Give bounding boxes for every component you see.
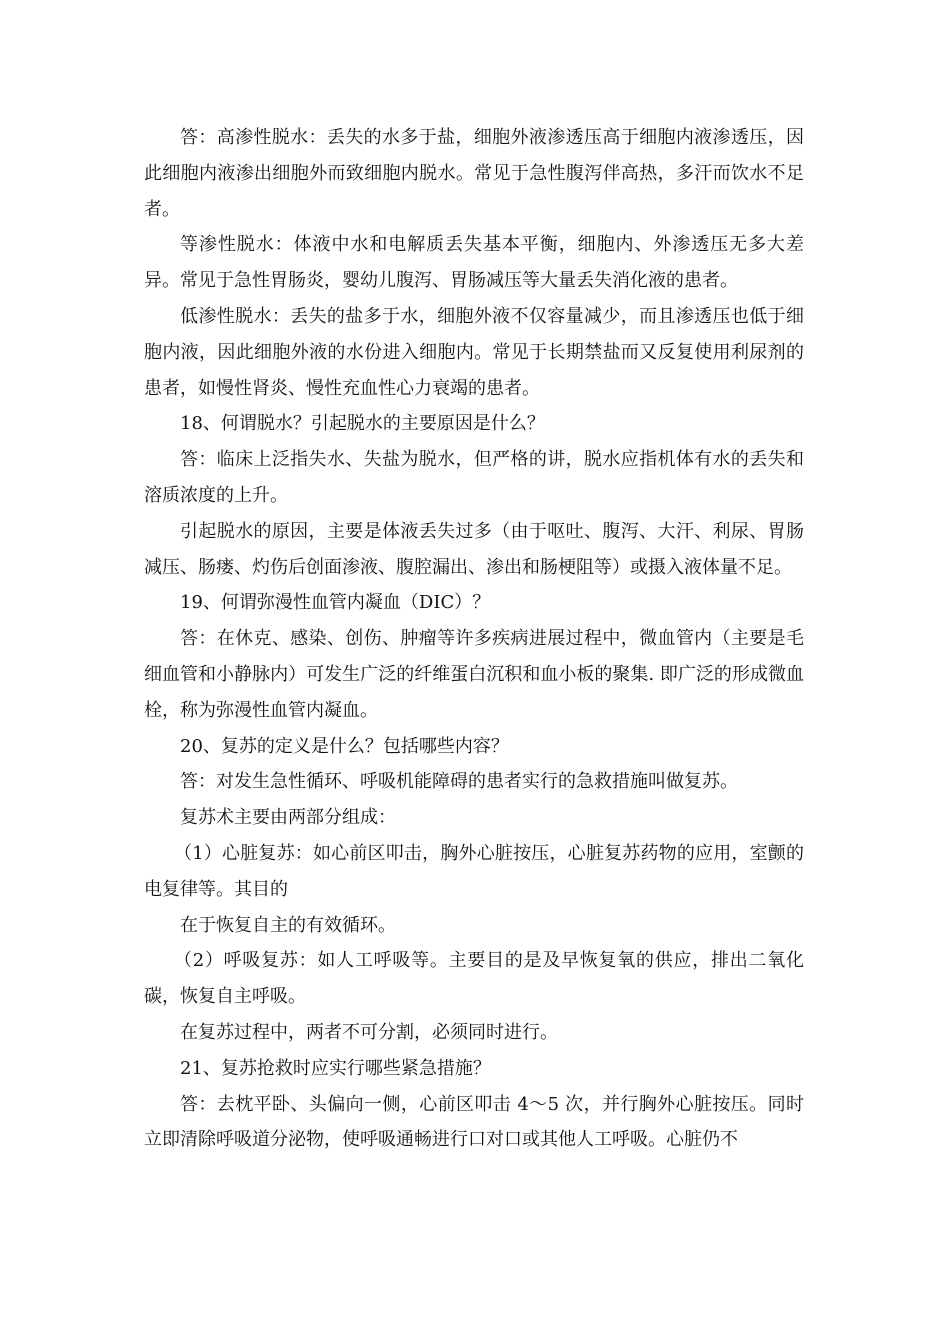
question-heading: 21、复苏抢救时应实行哪些紧急措施？ xyxy=(180,1057,491,1079)
answer-paragraph: 答：临床上泛指失水、失盐为脱水，但严格的讲，脱水应指机体有水的丢失和溶质浓度的上升。 xyxy=(144,449,804,506)
answer-paragraph: 答：高渗性脱水：丢失的水多于盐，细胞外液渗透压高于细胞内液渗透压，因此细胞内液渗出细胞外而致细胞内脱水。常见于急性腹泻伴高热，多汗而饮水不足者。 xyxy=(144,127,804,220)
answer-paragraph: 在于恢复自主的有效循环。 xyxy=(180,914,396,936)
question-heading: 18、何谓脱水？引起脱水的主要原因是什么？ xyxy=(180,413,545,435)
answer-paragraph: 在复苏过程中，两者不可分割，必须同时进行。 xyxy=(180,1021,558,1043)
list-item-paragraph: （2）呼吸复苏：如人工呼吸等。主要目的是及早恢复氧的供应，排出二氧化碳，恢复自主呼吸。 xyxy=(144,950,804,1008)
answer-paragraph: 答：对发生急性循环、呼吸机能障碍的患者实行的急救措施叫做复苏。 xyxy=(180,771,738,793)
list-item-paragraph: （1）心脏复苏：如心前区叩击，胸外心脏按压，心脏复苏药物的应用，室颤的电复律等。其目的 xyxy=(144,842,804,900)
answer-paragraph: 答：在休克、感染、创伤、肿瘤等许多疾病进展过程中，微血管内（主要是毛细血管和小静脉内）可发生广泛的纤维蛋白沉积和血小板的聚集. 即广泛的形成微血栓，称为弥漫性血管内凝血。 xyxy=(144,628,804,721)
question-heading: 19、何谓弥漫性血管内凝血（DIC）？ xyxy=(180,592,491,614)
answer-paragraph: 低渗性脱水：丢失的盐多于水，细胞外液不仅容量减少，而且渗透压也低于细胞内液，因此细胞外液的水份进入细胞内。常见于长期禁盐而又反复使用利尿剂的患者，如慢性肾炎、慢性充血性心力衰竭的患者。 xyxy=(144,305,804,399)
answer-paragraph: 复苏术主要由两部分组成： xyxy=(180,807,396,829)
answer-paragraph: 引起脱水的原因，主要是体液丢失过多（由于呕吐、腹泻、大汗、利尿、胃肠减压、肠瘘、灼伤后创面渗液、腹腔漏出、渗出和肠梗阻等）或摄入液体量不足。 xyxy=(144,520,804,578)
question-heading: 20、复苏的定义是什么？包括哪些内容？ xyxy=(180,735,509,757)
answer-paragraph: 答：去枕平卧、头偏向一侧，心前区叩击 4～5 次，并行胸外心脏按压。同时立即清除呼吸道分泌物，使呼吸通畅进行口对口或其他人工呼吸。心脏仍不 xyxy=(144,1093,804,1151)
document-body xyxy=(144,120,804,1158)
answer-paragraph: 等渗性脱水：体液中水和电解质丢失基本平衡，细胞内、外渗透压无多大差异。常见于急性胃肠炎，婴幼儿腹泻、胃肠减压等大量丢失消化液的患者。 xyxy=(144,234,804,292)
